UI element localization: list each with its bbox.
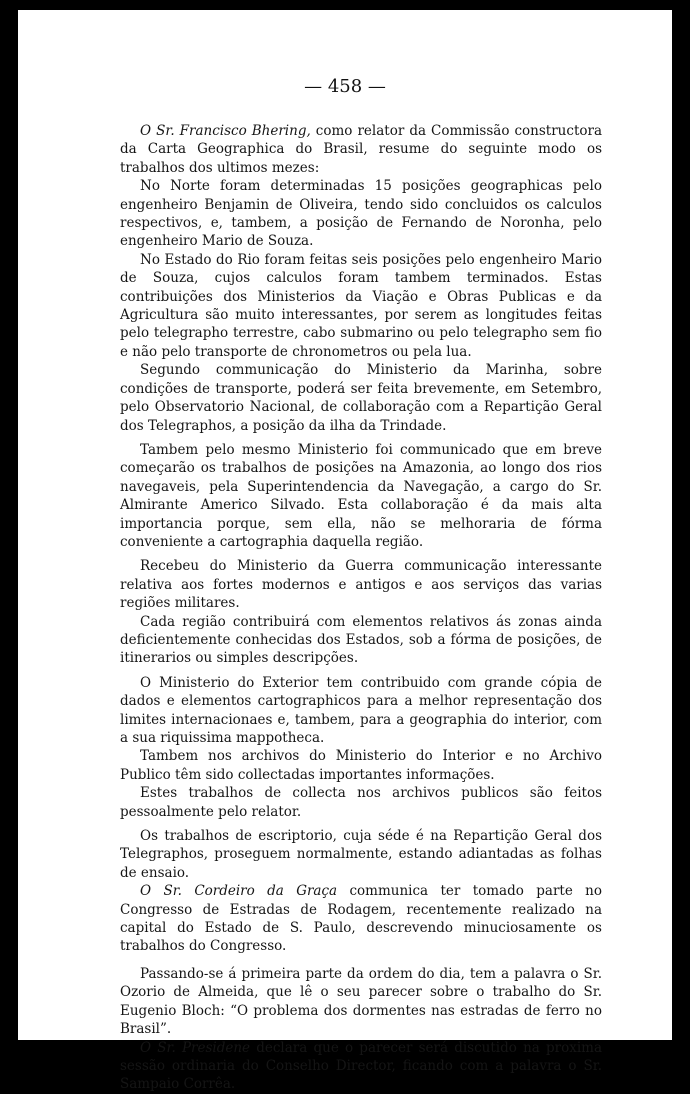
paragraph [120,882,602,956]
speaker-name: O Sr. Cordeiro da Graça [140,883,338,900]
paragraph [120,441,602,551]
paragraph-text: Passando-se á primeira parte da ordem do dia, tem a palavra o Sr. Ozorio de Almeida, que lê o seu parecer sobre o trabalho do Sr. Eugenio Bloch: “O problema dos dormentes nas estradas de ferro no Brasil”. [120,965,602,1038]
page-number: — 458 — [304,76,386,97]
paragraph-text: Cada região contribuirá com elementos relativos ás zonas ainda deficientemente conhecidas dos Estados, sob a fórma de posições, de itinerarios ou simples descripções. [120,613,602,667]
paragraph-text: O Ministerio do Exterior tem contribuido com grande cópia de dados e elementos cartographicos para a melhor representação dos limites internacionaes e, tambem, para a geographia do interior, com a sua riquissima mappotheca. [120,674,602,746]
paragraph-text: Recebeu do Ministerio da Guerra communicação interessante relativa aos fortes modernos e antigos e aos serviços das varias regiões militares. [120,558,602,612]
paragraph [120,965,602,1039]
paragraph-text: Segundo communicação do Ministerio da Marinha, sobre condições de transporte, poderá ser feita brevemente, em Setembro, pelo Observatorio Nacional, de collaboração com a Repartição Geral dos Telegraphos, a posição da ilha da Trindade. [120,362,602,434]
paragraph [120,557,602,612]
paragraph-text: Os trabalhos de escriptorio, cuja séde é na Repartição Geral dos Telegraphos, proseguem normalmente, estando adiantadas as folhas de ensaio. [120,828,602,881]
paragraph [120,1039,602,1094]
paragraph-text: como relator da Commissão constructora da Carta Geographica do Brasil, resume do seguinte modo os trabalhos dos ultimos mezes: [120,123,602,176]
paragraph [120,361,602,435]
paragraph [120,177,602,251]
paragraph-text: Estes trabalhos de collecta nos archivos publicos são feitos pessoalmente pelo relator. [120,785,602,820]
document-page [18,10,672,1093]
speaker-name: O Sr. Francisco Bhering, [140,123,311,139]
paragraph-text: Tambem pelo mesmo Ministerio foi communicado que em breve começarão os trabalhos de posições na Amazonia, ao longo dos rios navegaveis, pela Superintendencia da Navegação, a cargo do Sr. Almirante Americo Silvado. Esta collaboração é da mais alta importancia porque, sem ella, não se melhoraria de fórma conveniente a cartographia daquella região. [120,441,602,550]
paragraph [120,613,602,668]
paragraph-text: No Norte foram determinadas 15 posições geographicas pelo engenheiro Benjamin de Oliveira, tendo sido concluidos os calculos respectivos, e, tambem, a posição de Fernando de Noronha, pelo engenheiro Mario de Souza. [120,178,602,250]
paragraph [120,827,602,882]
paragraph [120,747,602,784]
paragraph [120,122,602,177]
paragraph [120,251,602,361]
paragraph [120,784,602,821]
paragraph-text: Tambem nos archivos do Ministerio do Interior e no Archivo Publico têm sido collectadas importantes informações. [120,748,602,783]
body-text [120,122,602,1094]
paragraph [120,674,602,748]
paragraph-text: No Estado do Rio foram feitas seis posições pelo engenheiro Mario de Souza, cujos calculos foram tambem terminados. Estas contribuições dos Ministerios da Viação e Obras Publicas e da Agricultura são muito interessantes, por serem as longitudes feitas pelo telegrapho terrestre, cabo submarino ou pelo telegrapho sem fio e não pelo transporte de chronometros ou pela lua. [120,251,602,360]
paragraph-text: declara que o parecer será discutido na proxima sessão ordinaria do Conselho Director, ficando com a palavra o Sr. Sampaio Corrêa. [120,1039,602,1093]
speaker-name: O Sr. Presidene [140,1039,251,1056]
paragraph-text: communica ter tomado parte no Congresso de Estradas de Rodagem, recentemente realizado na capital do Estado de S. Paulo, descrevendo minuciosamente os trabalhos do Congresso. [120,883,603,955]
